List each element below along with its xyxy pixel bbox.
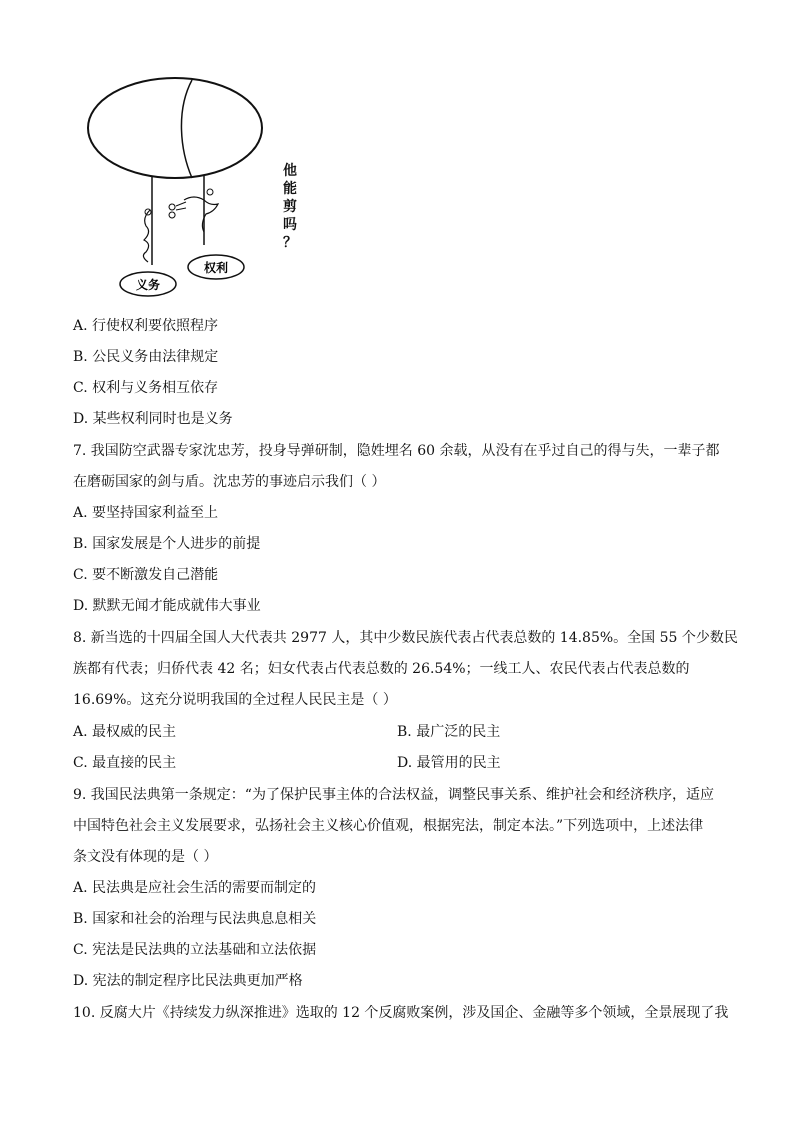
q6-option-a: A. 行使权利要依照程序 <box>73 318 219 334</box>
caption-char: ？ <box>283 235 297 251</box>
q7-stem-line2: 在磨砺国家的剑与盾。沈忠芳的事迹启示我们（ ） <box>73 474 386 490</box>
q8-stem-line3: 16.69%。这充分说明我国的全过程人民民主是（ ） <box>73 692 397 708</box>
figure-right <box>184 197 218 232</box>
balloon-seam <box>181 80 192 178</box>
q9-option-a: A. 民法典是应社会生活的需要而制定的 <box>73 880 317 896</box>
q7-option-a: A. 要坚持国家利益至上 <box>73 505 219 521</box>
q9-stem-line2: 中国特色社会主义发展要求，弘扬社会主义核心价值观，根据宪法，制定本法。”下列选项中，上述法律 <box>73 818 704 834</box>
tag-rights-label: 权利 <box>203 261 229 275</box>
q9-stem-line3: 条文没有体现的是（ ） <box>73 849 218 865</box>
q7-option-b: B. 国家发展是个人进步的前提 <box>73 536 261 552</box>
q9-option-d: D. 宪法的制定程序比民法典更加严格 <box>73 973 303 989</box>
q6-option-c: C. 权利与义务相互依存 <box>73 380 219 396</box>
q8-option-c: C. 最直接的民主 <box>73 755 177 771</box>
q8-stem-line1: 8. 新当选的十四届全国人大代表共 2977 人，其中少数民族代表占代表总数的 14.85%。全国 55 个少数民 <box>73 630 738 646</box>
q9-option-b: B. 国家和社会的治理与民法典息息相关 <box>73 911 317 927</box>
q7-stem-line1: 7. 我国防空武器专家沈忠芳，投身导弹研制，隐姓埋名 60 余载，从没有在乎过自己的得与失，一辈子都 <box>73 443 720 459</box>
cartoon-caption <box>282 162 298 252</box>
figure-left <box>143 210 150 262</box>
q8-option-d: D. 最管用的民主 <box>397 755 501 771</box>
caption-char: 他 <box>283 163 297 179</box>
q6-option-d: D. 某些权利同时也是义务 <box>73 411 233 427</box>
q9-stem-line1: 9. 我国民法典第一条规定：“为了保护民事主体的合法权益，调整民事关系、维护社会和经济秩序，适应 <box>73 787 714 803</box>
q7-option-c: C. 要不断激发自己潜能 <box>73 567 219 583</box>
q7-option-d: D. 默默无闻才能成就伟大事业 <box>73 598 261 614</box>
balloon-shape <box>88 78 262 178</box>
q6-option-b: B. 公民义务由法律规定 <box>73 349 219 365</box>
scissors-icon <box>169 202 186 218</box>
q8-stem-line2: 族都有代表；归侨代表 42 名；妇女代表占代表总数的 26.54%；一线工人、农民代表占代表总数的 <box>73 661 690 677</box>
caption-char: 能 <box>283 181 297 197</box>
q10-stem-line1: 10. 反腐大片《持续发力纵深推进》选取的 12 个反腐败案例，涉及国企、金融等多个领域，全景展现了我 <box>73 1005 729 1021</box>
q8-option-b: B. 最广泛的民主 <box>397 724 501 740</box>
q8-option-a: A. 最权威的民主 <box>73 724 177 740</box>
caption-char: 剪 <box>283 199 297 215</box>
caption-char: 吗 <box>283 217 297 233</box>
q9-option-c: C. 宪法是民法典的立法基础和立法依据 <box>73 942 317 958</box>
tag-duty-label: 义务 <box>135 278 161 292</box>
